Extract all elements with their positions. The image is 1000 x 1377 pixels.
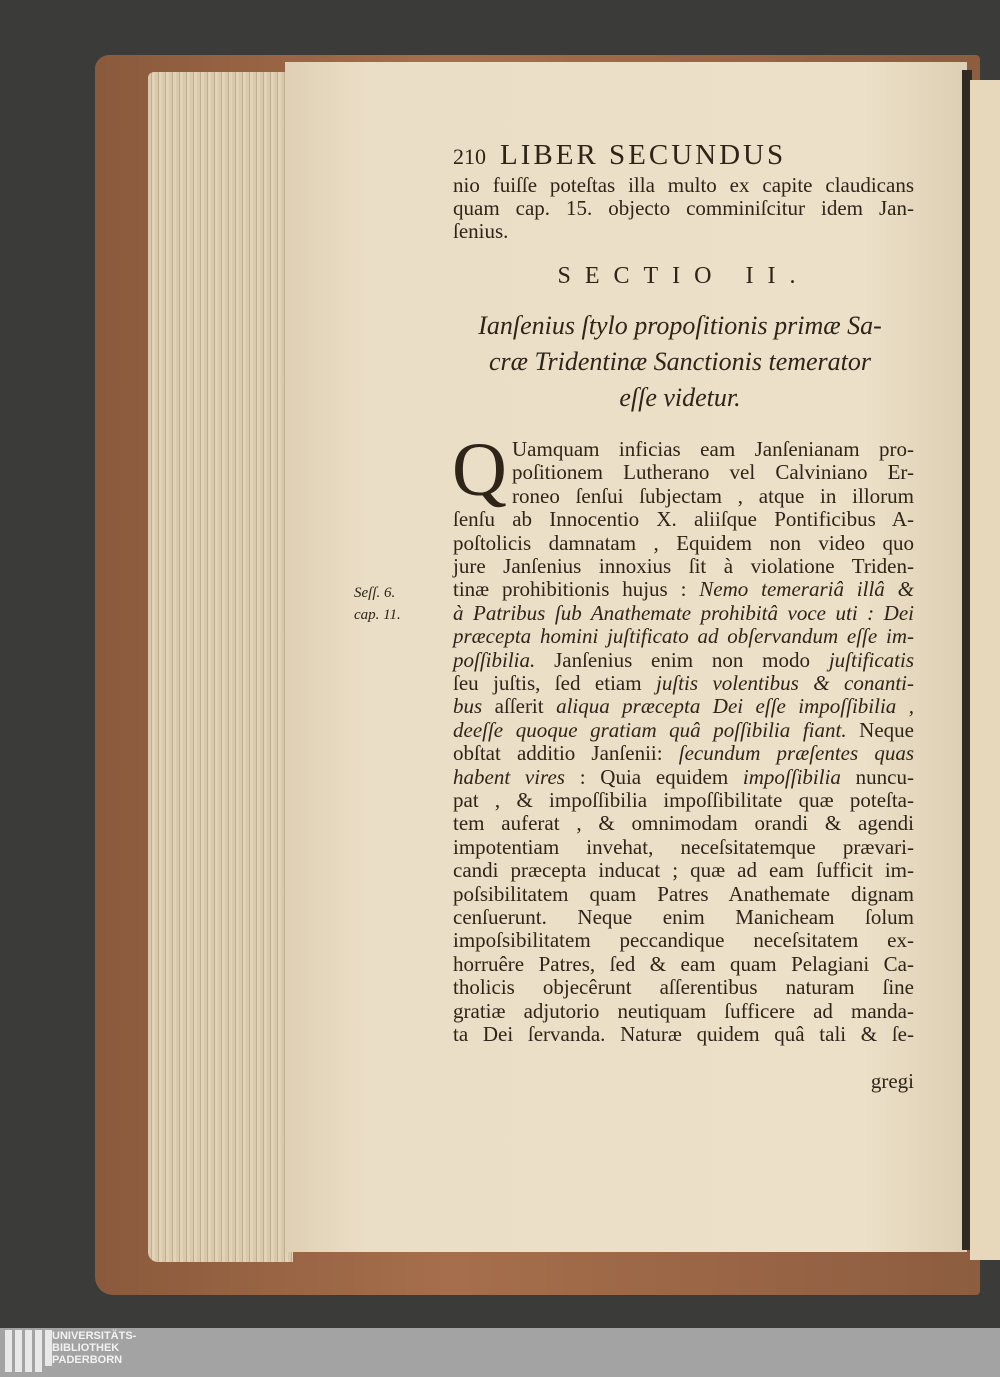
text-segment: quam cap. 15. objecto comminiſcitur idem Jan- (453, 196, 914, 220)
section-title-line: cræ Tridentinæ Sanctionis temerator (488, 347, 872, 376)
page-edges (148, 72, 293, 1262)
text-segment: tinæ prohibitionis hujus : (453, 577, 700, 602)
text-segment: Janſenius enim non modo (535, 647, 829, 672)
text-line (453, 953, 914, 975)
text-line (512, 461, 914, 483)
library-logo-text (52, 1330, 136, 1366)
text-line (453, 508, 914, 530)
italic-text: à Patribus ſub Anathemate prohibitâ voce uti : Dei (453, 600, 914, 625)
text-segment: poſtolicis damnatam , Equidem non video quo (453, 530, 914, 555)
logo-line: UNIVERSITÄTS- (52, 1330, 137, 1342)
text-line (453, 1023, 914, 1045)
text-line (453, 812, 914, 834)
drop-cap: Q (452, 428, 507, 512)
italic-text: poſſibilia. (453, 647, 536, 672)
text-line (512, 485, 914, 507)
facing-page-edge (970, 80, 1000, 1260)
margin-note: cap. 11. (354, 607, 401, 623)
running-title: LIBER SECUNDUS (500, 139, 787, 171)
text-line (453, 220, 914, 242)
italic-text: juſtificatis (828, 647, 914, 672)
italic-text: habent vires (453, 764, 565, 789)
text-segment: tholicis objecêrunt aſſerentibus naturam ſine (453, 975, 914, 1000)
margin-note: Seſſ. 6. (354, 585, 396, 601)
text-line (453, 929, 914, 951)
text-segment: nio fuiſſe poteſtas illa multo ex capite claudicans (453, 173, 914, 197)
text-line (512, 438, 914, 460)
text-line (453, 719, 914, 741)
section-title-line: eſſe videtur. (619, 383, 741, 412)
text-segment: ſenius. (453, 219, 509, 243)
italic-text: Nemo temerariâ illâ & (699, 577, 914, 602)
text-segment: Neque (846, 717, 914, 742)
text-segment: nuncu- (840, 764, 914, 789)
text-segment: impotentiam invehat, neceſsitatemque prævari- (453, 834, 914, 859)
running-header (453, 140, 786, 172)
text-segment: roneo ſenſui ſubjectam , atque in illorum (512, 483, 914, 508)
italic-text: impoſſibilia (742, 764, 841, 789)
text-segment: pat , & impoſſibilia impoſſibilitate quæ poteſta- (453, 788, 914, 812)
text-line (453, 1000, 914, 1022)
text-line (453, 742, 914, 764)
text-segment: horruêre Patres, ſed & eam quam Pelagiani Ca- (453, 951, 914, 976)
text-segment: gratiæ adjutorio neutiquam ſufficere ad manda- (453, 998, 914, 1023)
italic-text: ſecundum præſentes quas (678, 741, 914, 766)
text-line (453, 906, 914, 928)
text-line (453, 555, 914, 577)
section-title-line: Ianſenius ſtylo propoſitionis primæ Sa- (478, 311, 882, 340)
logo-line: BIBLIOTHEK (52, 1342, 120, 1354)
text-segment: : Quia equidem (564, 764, 743, 789)
footer-bar (0, 1328, 1000, 1377)
italic-text: juſtis volentibus & conanti- (656, 671, 914, 695)
text-segment: poſitionem Lutherano vel Calviniano Er- (512, 460, 914, 485)
italic-text: bus (453, 694, 483, 719)
text-line (453, 836, 914, 858)
text-segment: cenſuerunt. Neque enim Manicheam ſolum (453, 905, 914, 929)
text-line (453, 976, 914, 998)
text-line (453, 789, 914, 811)
text-segment: poſsibilitatem quam Patres Anathemate dignam (453, 881, 914, 906)
text-segment: ta Dei ſervanda. Naturæ quidem quâ tali & ſe- (453, 1022, 914, 1046)
text-line (453, 859, 914, 881)
text-line (453, 602, 914, 624)
text-line (453, 883, 914, 905)
text-segment: ſeu juſtis, ſed etiam (453, 671, 657, 695)
text-line (453, 625, 914, 647)
text-line (453, 197, 914, 219)
text-segment: tem auferat , & omnimodam orandi & agendi (453, 811, 914, 836)
text-segment: ſenſu ab Innocentio X. aliiſque Pontificibus A- (453, 507, 914, 532)
italic-text: deeſſe quoque gratiam quâ poſſibilia fiant. (453, 717, 847, 742)
text-line (453, 766, 914, 788)
text-segment: Uamquam inficias eam Janſenianam pro- (512, 437, 914, 461)
page-number: 210 (453, 144, 486, 169)
text-segment: candi præcepta inducat ; quæ ad eam ſufficit im- (453, 858, 914, 883)
text-segment: aſſerit (482, 694, 557, 719)
text-segment: jure Janſenius innoxius ſit à violatione Triden- (453, 554, 914, 578)
text-line (453, 672, 914, 694)
text-line (453, 695, 914, 717)
text-line (453, 649, 914, 671)
text-line (453, 532, 914, 554)
italic-text: aliqua præcepta Dei eſſe impoſſibilia , (556, 694, 914, 719)
text-segment: impoſsibilitatem peccandique neceſsitatem ex- (453, 928, 914, 953)
text-line (453, 578, 914, 600)
text-line (453, 174, 914, 196)
section-heading: SECTIO II. (557, 263, 810, 289)
text-segment: obſtat additio Janſenii: (453, 741, 679, 766)
logo-line: PADERBORN (52, 1354, 123, 1366)
italic-text: præcepta homini juſtificato ad obſervandum eſſe im- (453, 624, 914, 649)
catchword: gregi (870, 1069, 914, 1093)
